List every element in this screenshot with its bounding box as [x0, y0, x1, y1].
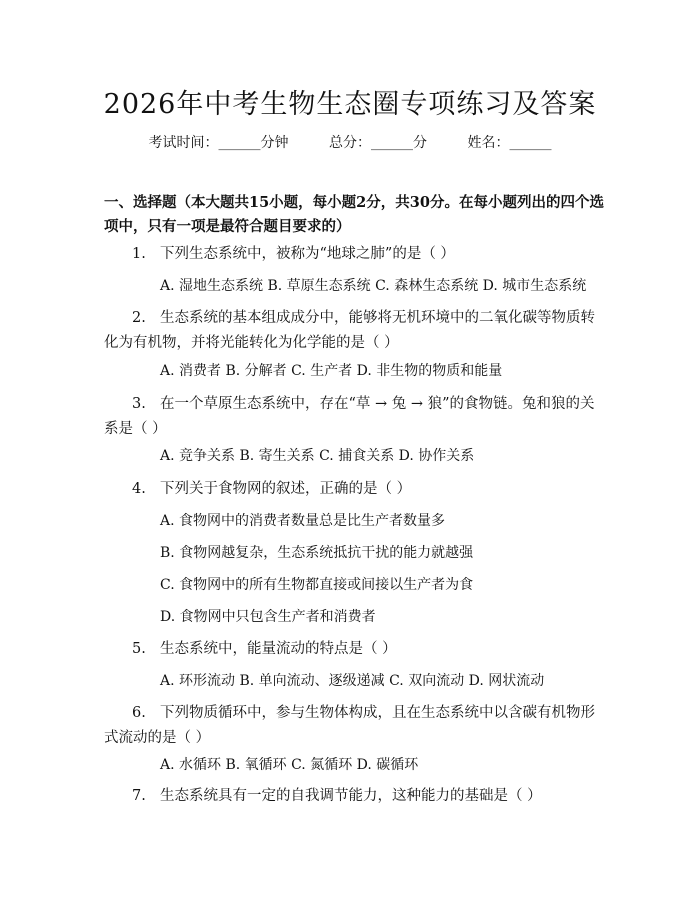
question-2: 2. 生态系统的基本组成成分中，能够将无机环境中的二氧化碳等物质转化为有机物，并将光能转化为化学能的是（ ）	[104, 310, 595, 351]
question-4: 4. 下列关于食物网的叙述，正确的是（ ）	[132, 481, 412, 497]
question-text: 下列关于食物网的叙述，正确的是（ ）	[160, 481, 412, 497]
question-text: 在一个草原生态系统中，存在“草 → 兔 → 狼”的食物链。兔和狼的关系是（ ）	[104, 396, 595, 437]
question-text: 生态系统的基本组成成分中，能够将无机环境中的二氧化碳等物质转化为有机物，并将光能转化为化学能的是（ ）	[104, 310, 595, 351]
exam-info	[0, 132, 700, 152]
page-title: 2026年中考生物生态圈专项练习及答案	[103, 89, 597, 120]
question-3-options: A. 竞争关系 B. 寄生关系 C. 捕食关系 D. 协作关系	[160, 448, 475, 464]
option-b: B. 食物网越复杂，生态系统抵抗干扰的能力就越强	[160, 545, 474, 561]
section-heading: 一、选择题（本大题共15小题，每小题2分，共30分。在每小题列出的四个选项中，只有一项是最符合题目要求的）	[104, 194, 604, 235]
option-a: A. 食物网中的消费者数量总是比生产者数量多	[160, 513, 446, 529]
question-1: 1. 下列生态系统中，被称为“地球之肺”的是（ ）	[132, 246, 455, 262]
question-7: 7. 生态系统具有一定的自我调节能力，这种能力的基础是（ ）	[132, 788, 542, 804]
question-6-options: A. 水循环 B. 氧循环 C. 氮循环 D. 碳循环	[160, 757, 419, 773]
question-5: 5. 生态系统中，能量流动的特点是（ ）	[132, 641, 397, 657]
question-text: 生态系统具有一定的自我调节能力，这种能力的基础是（ ）	[160, 788, 542, 804]
question-6: 6. 下列物质循环中，参与生物体构成，且在生态系统中以含碳有机物形式流动的是（ ）	[104, 705, 595, 746]
option-c: C. 食物网中的所有生物都直接或间接以生产者为食	[160, 577, 474, 593]
question-5-options: A. 环形流动 B. 单向流动、逐级递减 C. 双向流动 D. 网状流动	[160, 673, 545, 689]
student-name: 姓名：______	[467, 135, 552, 151]
question-text: 下列生态系统中，被称为“地球之肺”的是（ ）	[160, 246, 455, 262]
option-d: D. 食物网中只包含生产者和消费者	[160, 609, 376, 625]
total-score: 总分：______分	[329, 135, 427, 151]
question-3: 3. 在一个草原生态系统中，存在“草 → 兔 → 狼”的食物链。兔和狼的关系是（ ）	[104, 396, 595, 437]
question-1-options: A. 湿地生态系统 B. 草原生态系统 C. 森林生态系统 D. 城市生态系统	[160, 278, 587, 294]
question-2-options: A. 消费者 B. 分解者 C. 生产者 D. 非生物的物质和能量	[160, 363, 503, 379]
question-text: 生态系统中，能量流动的特点是（ ）	[160, 641, 397, 657]
exam-time: 考试时间：______分钟	[148, 135, 289, 151]
question-text: 下列物质循环中，参与生物体构成，且在生态系统中以含碳有机物形式流动的是（ ）	[104, 705, 595, 746]
